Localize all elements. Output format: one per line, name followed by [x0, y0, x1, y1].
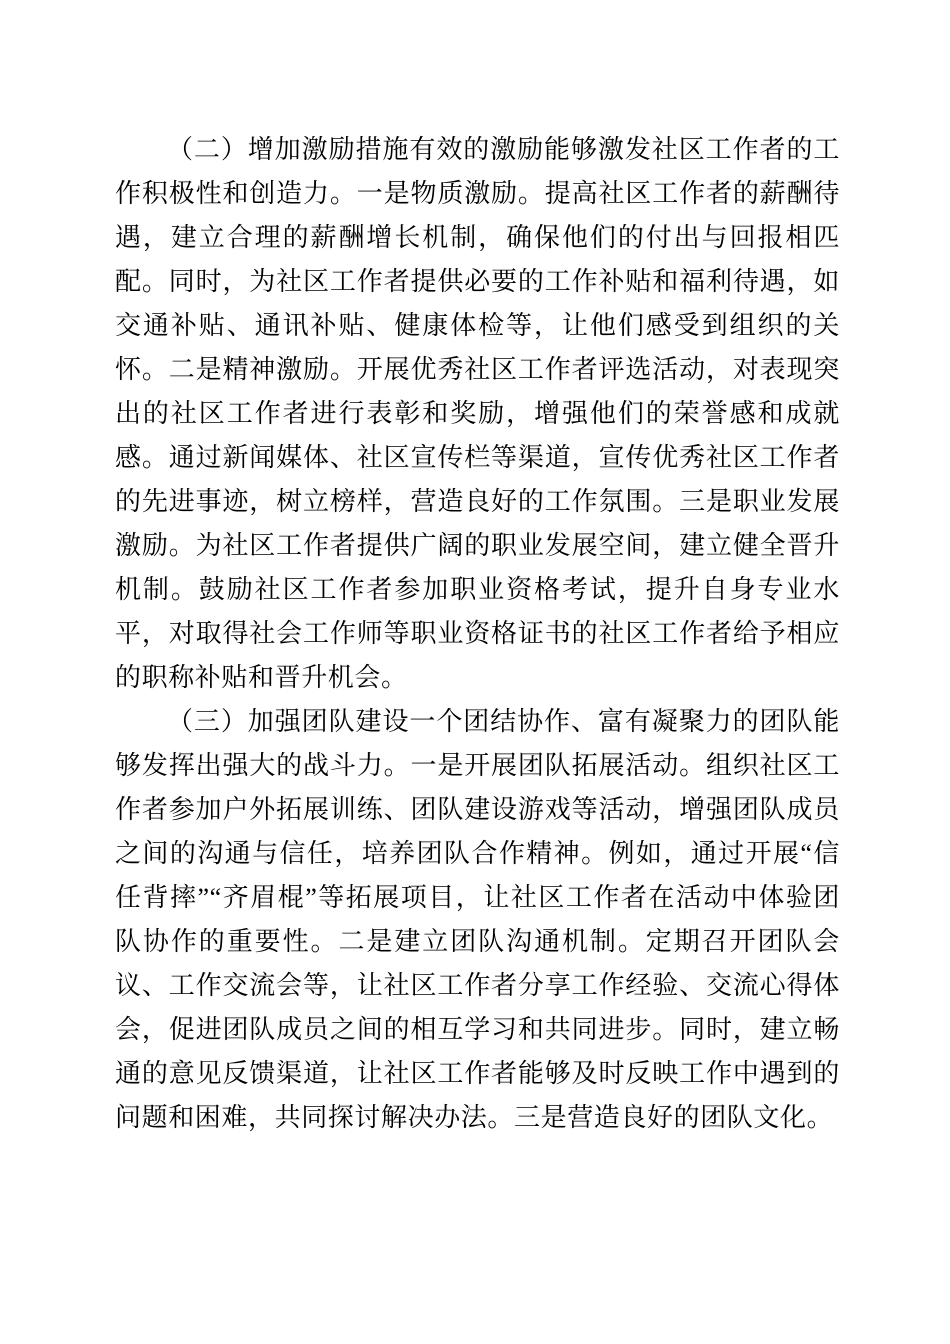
paragraph-team-building: （三）加强团队建设一个团结协作、富有凝聚力的团队能够发挥出强大的战斗力。一是开展团队拓展活动。组织社区工作者参加户外拓展训练、团队建设游戏等活动，增强团队成员之间的沟通与信任，培养团队合作精神。例如，通过开展“信任背摔”“齐眉棍”等拓展项目，让社区工作者在活动中体验团队协作的重要性。二是建立团队沟通机制。定期召开团队会议、工作交流会等，让社区工作者分享工作经验、交流心得体会，促进团队成员之间的相互学习和共同进步。同时，建立畅通的意见反馈渠道，让社区工作者能够及时反映工作中遇到的问题和困难，共同探讨解决办法。三是营造良好的团队文化。: [115, 707, 840, 1132]
paragraph-incentive-measures: （二）增加激励措施有效的激励能够激发社区工作者的工作积极性和创造力。一是物质激励。提高社区工作者的薪酬待遇，建立合理的薪酬增长机制，确保他们的付出与回报相匹配。同时，为社区工作者提供必要的工作补贴和福利待遇，如交通补贴、通讯补贴、健康体检等，让他们感受到组织的关怀。二是精神激励。开展优秀社区工作者评选活动，对表现突出的社区工作者进行表彰和奖励，增强他们的荣誉感和成就感。通过新闻媒体、社区宣传栏等渠道，宣传优秀社区工作者的先进事迹，树立榜样，营造良好的工作氛围。三是职业发展激励。为社区工作者提供广阔的职业发展空间，建立健全晋升机制。鼓励社区工作者参加职业资格考试，提升自身专业水平，对取得社会工作师等职业资格证书的社区工作者给予相应的职称补贴和晋升机会。: [115, 135, 840, 692]
document-body-text: [115, 128, 840, 1140]
